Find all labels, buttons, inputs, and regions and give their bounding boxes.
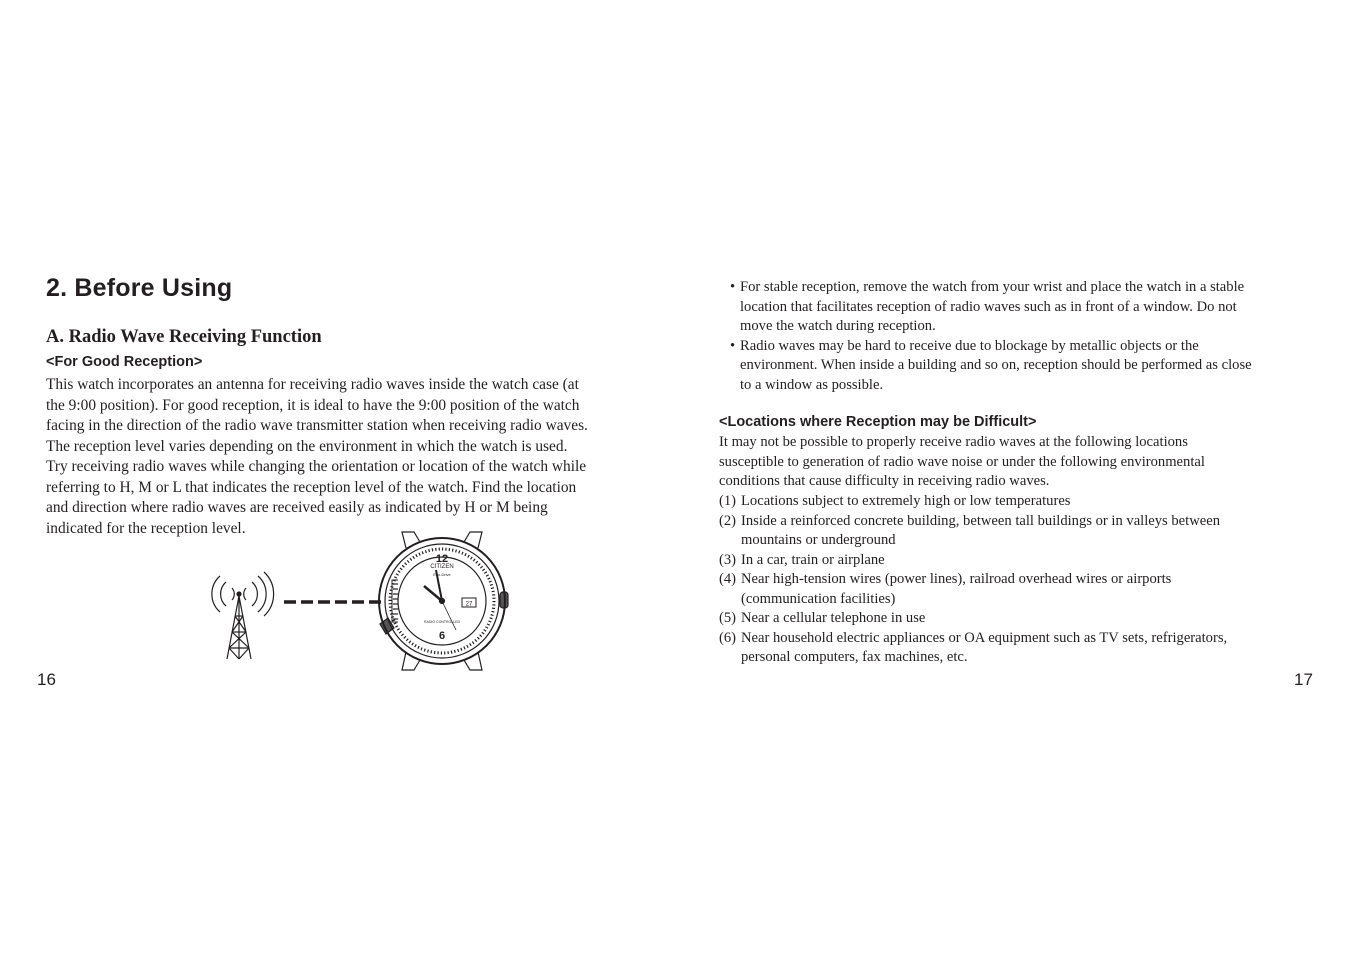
dial-hour-12: 12 bbox=[435, 553, 449, 565]
body-line: indicated for the reception level. bbox=[46, 519, 246, 537]
item-number: (6) bbox=[719, 629, 737, 646]
list-item bbox=[730, 278, 1252, 337]
difficult-locations-list bbox=[719, 492, 1227, 668]
body-line: facing in the direction of the radio wave transmitter station when receiving radio waves. bbox=[46, 417, 588, 434]
item-number: (5) bbox=[719, 610, 737, 626]
difficult-locations-intro bbox=[719, 433, 1205, 492]
page-number-right: 17 bbox=[1294, 670, 1313, 689]
item-line: personal computers, fax machines, etc. bbox=[741, 649, 968, 665]
subsection-title: A. Radio Wave Receiving Function bbox=[46, 327, 322, 347]
difficult-locations-heading: <Locations where Reception may be Difficult> bbox=[719, 414, 1037, 430]
item-line: In a car, train or airplane bbox=[741, 551, 885, 568]
bullet-line: location that facilitates reception of radio waves such as in front of a window. Do not bbox=[740, 298, 1237, 315]
intro-line: conditions that cause difficulty in receiving radio waves. bbox=[719, 473, 1050, 489]
right-page bbox=[676, 0, 1351, 954]
body-line: referring to H, M or L that indicates the reception level of the watch. Find the location bbox=[46, 478, 577, 496]
list-item bbox=[719, 570, 1227, 609]
list-item bbox=[730, 337, 1252, 396]
item-number: (4) bbox=[719, 571, 737, 587]
dial-date: 27 bbox=[465, 601, 473, 608]
list-item bbox=[719, 492, 1227, 512]
item-line: Near high-tension wires (power lines), railroad overhead wires or airports bbox=[741, 571, 1172, 587]
left-page bbox=[0, 0, 675, 954]
body-line: The reception level varies depending on the environment in which the watch is used. bbox=[46, 437, 568, 455]
item-number: (2) bbox=[719, 512, 737, 529]
list-item bbox=[719, 551, 1227, 571]
item-line: mountains or underground bbox=[741, 532, 896, 548]
bullet-line: move the watch during reception. bbox=[740, 318, 936, 334]
body-line: and direction where radio waves are received easily as indicated by H or M being bbox=[46, 499, 548, 516]
list-item bbox=[719, 629, 1227, 668]
bullet-line: to a window as possible. bbox=[740, 376, 884, 393]
item-number: (1) bbox=[719, 493, 737, 509]
reception-body-text bbox=[46, 375, 646, 539]
dial-hour-6: 6 bbox=[438, 630, 446, 642]
bullet-mark: • bbox=[730, 337, 736, 354]
good-reception-heading: <For Good Reception> bbox=[46, 354, 203, 370]
section-title: 2. Before Using bbox=[46, 274, 233, 302]
item-line: Near household electric appliances or OA equipment such as TV sets, refrigerators, bbox=[741, 629, 1228, 646]
body-line: the 9:00 position). For good reception, it is ideal to have the 9:00 position of the watch bbox=[46, 396, 580, 414]
item-line: Locations subject to extremely high or low temperatures bbox=[741, 493, 1071, 509]
transmitter-tower-icon bbox=[212, 572, 274, 659]
bullet-mark: • bbox=[730, 279, 736, 295]
reception-tips-list bbox=[730, 278, 1252, 395]
reception-illustration bbox=[210, 528, 515, 674]
dial-bottom-text: RADIO CONTROLLED bbox=[424, 620, 460, 624]
item-line: Inside a reinforced concrete building, between tall buildings or in valleys between bbox=[741, 512, 1220, 529]
dial-brand-text: CITIZEN bbox=[430, 564, 454, 570]
bullet-line: For stable reception, remove the watch from your wrist and place the watch in a stable bbox=[740, 279, 1245, 295]
page-number-left: 16 bbox=[37, 670, 56, 689]
list-item bbox=[719, 609, 1227, 629]
body-line: This watch incorporates an antenna for receiving radio waves inside the watch case (at bbox=[46, 376, 579, 393]
item-number: (3) bbox=[719, 551, 737, 568]
bullet-line: environment. When inside a building and so on, reception should be performed as close bbox=[740, 357, 1252, 373]
dial-sub-text: Eco-Drive bbox=[433, 572, 451, 577]
bullet-line: Radio waves may be hard to receive due to blockage by metallic objects or the bbox=[740, 337, 1199, 354]
intro-line: susceptible to generation of radio wave noise or under the following environmental bbox=[719, 453, 1205, 470]
body-line: Try receiving radio waves while changing the orientation or location of the watch while bbox=[46, 458, 587, 475]
list-item bbox=[719, 512, 1227, 551]
intro-line: It may not be possible to properly receive radio waves at the following locations bbox=[719, 434, 1188, 450]
item-line: (communication facilities) bbox=[741, 590, 896, 607]
item-line: Near a cellular telephone in use bbox=[741, 610, 926, 626]
